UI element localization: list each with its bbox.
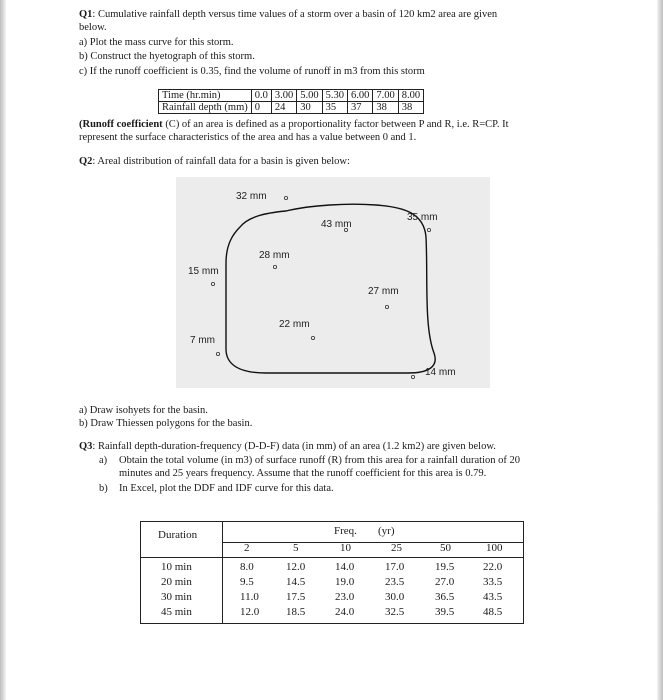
table-cell: 24.0 (335, 606, 355, 618)
table-cell: 48.5 (483, 606, 503, 618)
table-cell: 39.5 (435, 606, 455, 618)
duration-label: 45 min (161, 606, 192, 618)
table-cell: 33.5 (483, 576, 503, 588)
q1-time-label: Time (hr.min) (159, 90, 252, 102)
table-cell: 22.0 (483, 561, 503, 573)
q3-item-a-label: a) (99, 455, 108, 466)
table-cell: 14.5 (286, 576, 306, 588)
table-cell: 8.0 (240, 561, 254, 573)
duration-label: 20 min (161, 576, 192, 588)
station-label-15mm: 15 mm (188, 266, 219, 277)
table-cell: 35 (322, 102, 347, 114)
q1-note-line1 (79, 118, 509, 131)
table-cell: 0 (251, 102, 271, 114)
table-cell: 19.0 (335, 576, 355, 588)
station-label-14mm: 14 mm (425, 367, 456, 378)
freq-unit: (yr) (378, 525, 395, 537)
q3-item-a-line2: minutes and 25 years frequency. Assume that the runoff coefficient for this area is 0.79. (119, 468, 487, 479)
table-cell: 38 (373, 102, 398, 114)
q1-note-text: (C) of an area is defined as a proportionality factor between P and R, i.e. R=CP. It (162, 119, 509, 130)
q2-item-a: a) Draw isohyets for the basin. (79, 405, 208, 416)
table-cell: 7.00 (373, 90, 398, 102)
table-cell: 11.0 (240, 591, 259, 603)
table-cell: 37 (347, 102, 372, 114)
q1-text-line2: below. (79, 22, 107, 33)
period-header: 10 (340, 542, 351, 554)
q3-item-b-text: In Excel, plot the DDF and IDF curve for this data. (119, 483, 334, 494)
table-cell: 9.5 (240, 576, 254, 588)
table-cell: 27.0 (435, 576, 455, 588)
table-cell: 23.0 (335, 591, 355, 603)
duration-label: 10 min (161, 561, 192, 573)
table-cell: 18.5 (286, 606, 306, 618)
period-header: 50 (440, 542, 451, 554)
station-marker (216, 352, 219, 355)
q1-note-line2: represent the surface characteristics of the area and has a value between 0 and 1. (79, 132, 417, 143)
q1-depth-label: Rainfall depth (mm) (159, 102, 252, 114)
table-cell: 12.0 (240, 606, 260, 618)
q2-item-b: b) Draw Thiessen polygons for the basin. (79, 418, 253, 429)
duration-label: 30 min (161, 591, 192, 603)
table-cell: 8.00 (398, 90, 423, 102)
q1-depth-row (159, 102, 424, 114)
table-cell: 17.5 (286, 591, 306, 603)
table-cell: 30 (297, 102, 322, 114)
table-divider (141, 557, 523, 558)
table-cell: 12.0 (286, 561, 306, 573)
station-marker (211, 282, 214, 285)
freq-header: Freq. (334, 525, 357, 537)
q1-item-a: a) Plot the mass curve for this storm. (79, 37, 234, 48)
period-header: 25 (391, 542, 402, 554)
table-cell: 3.00 (271, 90, 296, 102)
table-cell: 43.5 (483, 591, 503, 603)
q1-item-b: b) Construct the hyetograph of this storm. (79, 51, 255, 62)
period-header: 2 (244, 542, 250, 554)
table-cell: 19.5 (435, 561, 455, 573)
duration-header: Duration (158, 529, 198, 541)
ddf-table (140, 521, 524, 624)
q1-heading: Q1 (79, 9, 93, 20)
q3-text: : Rainfall depth-duration-frequency (D-D-F) data (in mm) of an area (1.2 km2) are given below. (92, 441, 496, 452)
table-divider (222, 542, 523, 543)
table-cell: 14.0 (335, 561, 355, 573)
station-marker (311, 336, 314, 339)
q1-time-row (159, 90, 424, 102)
station-label-28mm: 28 mm (259, 250, 290, 261)
q2-text: : Areal distribution of rainfall data for a basin is given below: (92, 156, 350, 167)
table-cell: 36.5 (435, 591, 455, 603)
table-cell: 32.5 (385, 606, 405, 618)
q1-rainfall-table (158, 89, 424, 114)
table-cell: 23.5 (385, 576, 405, 588)
q1-item-c: c) If the runoff coefficient is 0.35, find the volume of runoff in m3 from this storm (79, 66, 425, 77)
period-header: 100 (486, 542, 503, 554)
station-label-32mm: 32 mm (236, 191, 267, 202)
station-marker (385, 305, 388, 308)
station-marker (284, 196, 287, 199)
station-label-27mm: 27 mm (368, 286, 399, 297)
q2-heading: Q2 (79, 156, 93, 167)
table-cell: 17.0 (385, 561, 405, 573)
scan-edge-right (657, 0, 663, 700)
table-cell: 30.0 (385, 591, 405, 603)
q1-text-line1: : Cumulative rainfall depth versus time values of a storm over a basin of 120 km2 area are given (92, 9, 498, 20)
table-cell: 5.30 (322, 90, 347, 102)
basin-outline-figure (176, 177, 490, 388)
q2-line (79, 155, 350, 168)
station-label-7mm: 7 mm (190, 335, 215, 346)
q3-line (79, 440, 496, 453)
q3-item-a-line1: Obtain the total volume (in m3) of surface runoff (R) from this area for a rainfall duration of 20 (119, 455, 521, 466)
q1-line1 (79, 8, 497, 21)
station-label-43mm: 43 mm (321, 219, 352, 230)
q1-note-bold: (Runoff coefficient (79, 119, 163, 130)
q3-heading: Q3 (79, 441, 93, 452)
period-header: 5 (293, 542, 299, 554)
station-marker (273, 265, 276, 268)
station-label-35mm: 35 mm (407, 212, 438, 223)
table-cell: 24 (271, 102, 296, 114)
table-cell: 5.00 (297, 90, 322, 102)
table-cell: 38 (398, 102, 423, 114)
station-marker (427, 228, 430, 231)
basin-map (176, 177, 490, 388)
q3-item-b-label: b) (99, 483, 108, 494)
table-cell: 6.00 (347, 90, 372, 102)
scan-edge-left (0, 0, 6, 700)
table-cell: 0.0 (251, 90, 271, 102)
station-marker (411, 375, 414, 378)
table-divider (222, 522, 223, 623)
station-label-22mm: 22 mm (279, 319, 310, 330)
